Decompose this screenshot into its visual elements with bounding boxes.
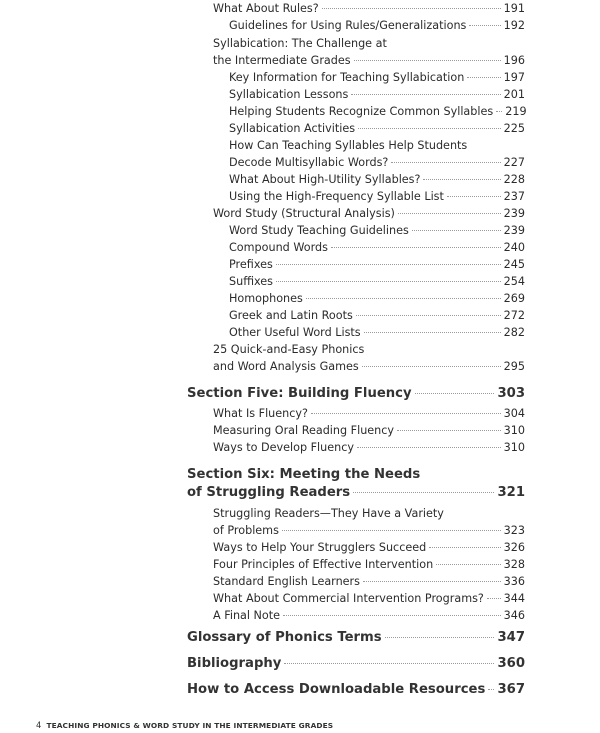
toc-entry[interactable] <box>213 556 525 573</box>
toc-entry-title: Compound Words <box>229 241 328 254</box>
dot-leader <box>412 230 501 231</box>
toc-entry-title: Syllabication Lessons <box>229 88 349 101</box>
toc-entry-title: Four Principles of Effective Intervention <box>213 558 434 571</box>
toc-entry-title: Decode Multisyllabic Words? <box>229 156 389 169</box>
toc-section-title: of Struggling Readers <box>187 485 351 500</box>
toc-entry-page: 227 <box>503 156 525 169</box>
toc-entry-page: 192 <box>503 19 525 32</box>
toc-entry-title-line1: Syllabication: The Challenge at <box>213 37 387 50</box>
toc-entry[interactable] <box>229 17 525 34</box>
toc-entry[interactable] <box>229 154 525 171</box>
dot-leader <box>276 281 501 282</box>
toc-entry-page: 225 <box>503 122 525 135</box>
toc-section[interactable] <box>187 484 525 502</box>
toc-entry-page: 197 <box>503 71 525 84</box>
toc-entry-title: Suffixes <box>229 275 273 288</box>
dot-leader <box>306 298 501 299</box>
toc-entry-page: 228 <box>503 173 525 186</box>
toc-entry-page: 282 <box>503 326 525 339</box>
toc-section-title: Section Five: Building Fluency <box>187 386 412 401</box>
dot-leader <box>467 77 500 78</box>
toc-entry-page: 245 <box>503 258 525 271</box>
dot-leader <box>353 492 494 493</box>
dot-leader <box>488 689 494 690</box>
toc-entry-page: 196 <box>503 54 525 67</box>
toc-entry[interactable] <box>229 69 525 86</box>
toc-entry-title: Helping Students Recognize Common Syllables <box>229 105 494 118</box>
toc-entry-title: What About High-Utility Syllables? <box>229 173 421 186</box>
dot-leader <box>397 430 501 431</box>
toc-entry[interactable] <box>213 539 525 556</box>
toc-section[interactable] <box>187 655 525 673</box>
toc-entry[interactable] <box>229 120 525 137</box>
toc-entry-title-line1: How Can Teaching Syllables Help Students <box>229 139 468 152</box>
toc-entry-title: Word Study (Structural Analysis) <box>213 207 395 220</box>
toc-entry[interactable] <box>213 590 525 607</box>
toc-entry[interactable] <box>213 358 525 375</box>
dot-leader <box>385 637 495 638</box>
toc-entry-title: and Word Analysis Games <box>213 360 359 373</box>
toc-entry[interactable] <box>213 607 525 624</box>
toc-entry-title: Ways to Help Your Strugglers Succeed <box>213 541 427 554</box>
dot-leader <box>311 413 501 414</box>
toc-entry-title: Standard English Learners <box>213 575 360 588</box>
dot-leader <box>429 547 500 548</box>
toc-section-title: How to Access Downloadable Resources <box>187 682 486 697</box>
toc-entry-page: 237 <box>503 190 525 203</box>
toc-section-page: 303 <box>497 386 525 401</box>
toc-entry-page: 272 <box>503 309 525 322</box>
dot-leader <box>363 581 501 582</box>
toc-entry[interactable] <box>213 522 525 539</box>
toc-entry-title: What About Commercial Intervention Programs? <box>213 592 484 605</box>
dot-leader <box>356 315 501 316</box>
toc-entry[interactable] <box>213 0 525 17</box>
toc-entry[interactable] <box>229 307 525 324</box>
toc-entry-title: Syllabication Activities <box>229 122 356 135</box>
toc-entry[interactable] <box>229 188 525 205</box>
toc-section-title: Bibliography <box>187 656 282 671</box>
toc-section-title-line1: Section Six: Meeting the Needs <box>187 467 421 482</box>
dot-leader <box>276 264 501 265</box>
dot-leader <box>331 247 501 248</box>
toc-entry-title: What Is Fluency? <box>213 407 308 420</box>
toc-entry-page: 201 <box>503 88 525 101</box>
toc-entry-title: Homophones <box>229 292 303 305</box>
toc-entry-page: 240 <box>503 241 525 254</box>
toc-section[interactable] <box>187 629 525 647</box>
dot-leader <box>357 447 501 448</box>
dot-leader <box>436 564 500 565</box>
toc-entry-title: Guidelines for Using Rules/Generalizations <box>229 19 467 32</box>
toc-entry[interactable] <box>229 324 525 341</box>
toc-section-page: 367 <box>497 682 525 697</box>
toc-entry[interactable] <box>229 171 525 188</box>
toc-entry-title: Ways to Develop Fluency <box>213 441 354 454</box>
toc-section[interactable] <box>187 385 525 403</box>
dot-leader <box>415 393 495 394</box>
running-title: TEACHING PHONICS & WORD STUDY IN THE INTERMEDIATE GRADES <box>46 721 334 730</box>
dot-leader <box>351 94 500 95</box>
toc-entry[interactable] <box>229 256 525 273</box>
toc-entry[interactable] <box>213 205 525 222</box>
toc-entry[interactable] <box>229 239 525 256</box>
toc-entry[interactable] <box>213 405 525 422</box>
toc-section-page: 360 <box>497 656 525 671</box>
toc-entry-title: Using the High-Frequency Syllable List <box>229 190 444 203</box>
dot-leader <box>354 60 501 61</box>
dot-leader <box>362 366 501 367</box>
toc-entry[interactable] <box>229 222 525 239</box>
toc-entry[interactable] <box>213 52 525 69</box>
dot-leader <box>364 332 501 333</box>
dot-leader <box>496 111 502 112</box>
dot-leader <box>423 179 500 180</box>
toc-entry[interactable] <box>213 439 525 456</box>
toc-entry-title: Greek and Latin Roots <box>229 309 353 322</box>
page-footer <box>36 720 333 730</box>
dot-leader <box>358 128 501 129</box>
page-number: 4 <box>36 720 42 730</box>
toc-section-title: Glossary of Phonics Terms <box>187 630 382 645</box>
toc-entry-page: 346 <box>503 609 525 622</box>
toc-entry-page: 191 <box>503 2 525 15</box>
toc-entry-title: of Problems <box>213 524 279 537</box>
toc-entry-title: Measuring Oral Reading Fluency <box>213 424 395 437</box>
toc-entry[interactable] <box>229 103 525 120</box>
dot-leader <box>322 8 501 9</box>
dot-leader <box>284 663 494 664</box>
dot-leader <box>487 598 501 599</box>
toc-entry[interactable] <box>229 273 525 290</box>
toc-entry-page: 254 <box>503 275 525 288</box>
toc-entry-page: 295 <box>503 360 525 373</box>
toc-entry-page: 239 <box>503 224 525 237</box>
toc-entry-title: A Final Note <box>213 609 281 622</box>
toc-entry-title: Key Information for Teaching Syllabication <box>229 71 465 84</box>
toc-entry[interactable] <box>229 86 525 103</box>
toc-entry-title: the Intermediate Grades <box>213 54 351 67</box>
toc-entry-page: 310 <box>503 441 525 454</box>
toc-entry-title: Prefixes <box>229 258 273 271</box>
toc-entry-page: 336 <box>503 575 525 588</box>
toc-entry-page: 323 <box>503 524 525 537</box>
toc-entry-page: 304 <box>503 407 525 420</box>
toc-section[interactable] <box>187 681 525 699</box>
toc-entry-page: 219 <box>505 105 527 118</box>
toc-entry-title: What About Rules? <box>213 2 319 15</box>
dot-leader <box>391 162 500 163</box>
dot-leader <box>469 25 500 26</box>
dot-leader <box>398 213 501 214</box>
toc-entry-page: 344 <box>503 592 525 605</box>
toc-section-page: 347 <box>497 630 525 645</box>
dot-leader <box>447 196 501 197</box>
toc-entry[interactable] <box>213 422 525 439</box>
toc-entry-title-line1: Struggling Readers—They Have a Variety <box>213 507 444 520</box>
toc-entry[interactable] <box>213 573 525 590</box>
toc-entry-title-line1: 25 Quick-and-Easy Phonics <box>213 343 365 356</box>
toc-entry[interactable] <box>229 290 525 307</box>
toc-entry-page: 239 <box>503 207 525 220</box>
toc-entry-page: 269 <box>503 292 525 305</box>
dot-leader <box>283 615 501 616</box>
toc-entry-page: 326 <box>503 541 525 554</box>
toc-entry-page: 328 <box>503 558 525 571</box>
toc-entry-page: 310 <box>503 424 525 437</box>
toc-entry-title: Other Useful Word Lists <box>229 326 361 339</box>
dot-leader <box>282 530 501 531</box>
toc-section-page: 321 <box>497 485 525 500</box>
toc-entry-title: Word Study Teaching Guidelines <box>229 224 409 237</box>
